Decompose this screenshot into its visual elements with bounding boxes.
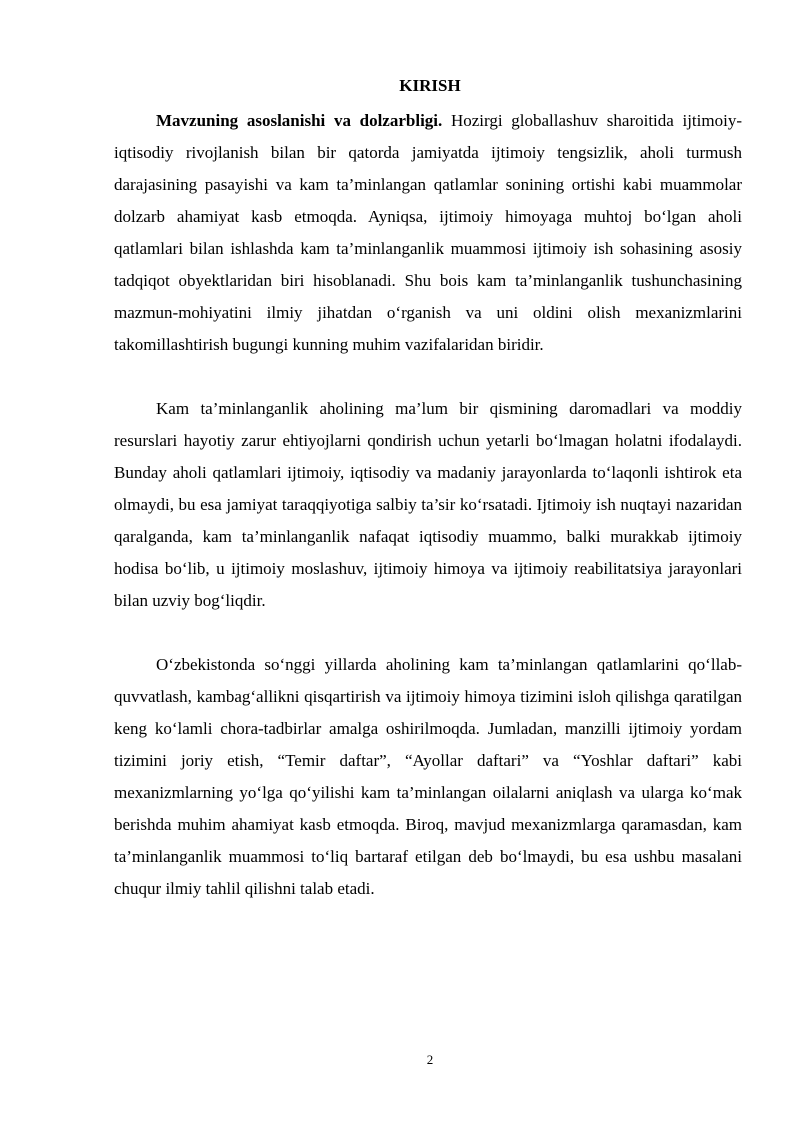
body-text	[114, 105, 742, 905]
paragraph-definition	[114, 393, 742, 617]
page-number: 2	[426, 1052, 434, 1067]
paragraph-relevance	[114, 105, 742, 361]
paragraph-uzbekistan	[114, 649, 742, 905]
paragraph-text: O‘zbekistonda so‘nggi yillarda aholining kam ta’minlangan qatlamlarini qo‘llab-quvvatlash, kambag‘allikni qisqartirish va ijtimoiy himoya tizimini isloh qilishga qaratilgan keng ko‘lamli chora-tadbirlar amalga oshirilmoqda. Jumladan, manzilli ijtimoiy yordam tizimini joriy etish, “Temir daftar”, “Ayollar daftari” va “Yoshlar daftari” kabi mexanizmlarning yo‘lga qo‘yilishi kam ta’minlangan oilalarni aniqlash va ularga ko‘mak berishda muhim ahamiyat kasb etmoqda. Biroq, mavjud mexanizmlarga qaramasdan, kam ta’minlanganlik muammosi to‘liq bartaraf etilgan deb bo‘lmaydi, bu esa ushbu masalani chuqur ilmiy tahlil qilishni talab etadi.	[114, 655, 742, 898]
paragraph-text: Hozirgi globallashuv sharoitida ijtimoiy-iqtisodiy rivojlanish bilan bir qatorda jamiyatda ijtimoiy tengsizlik, aholi turmush darajasining pasayishi va kam ta’minlangan qatlamlar sonining ortishi kabi muammolar dolzarb ahamiyat kasb etmoqda. Ayniqsa, ijtimoiy himoyaga muhtoj bo‘lgan aholi qatlamlari bilan ishlashda kam ta’minlanganlik muammosi ijtimoiy ish sohasining asosiy tadqiqot obyektlaridan biri hisoblanadi. Shu bois kam ta’minlanganlik tushunchasining mazmun-mohiyatini ilmiy jihatdan o‘rganish va uni oldini olish mexanizmlarini takomillashtirish bugungi kunning muhim vazifalaridan biridir.	[114, 111, 742, 354]
paragraph-text: Kam ta’minlanganlik aholining ma’lum bir qismining daromadlari va moddiy resurslari hayotiy zarur ehtiyojlarni qondirish uchun yetarli bo‘lmagan holatni ifodalaydi. Bunday aholi qatlamlari ijtimoiy, iqtisodiy va madaniy jarayonlarda to‘laqonli ishtirok eta olmaydi, bu esa jamiyat taraqqiyotiga salbiy ta’sir ko‘rsatadi. Ijtimoiy ish nuqtayi nazaridan qaralganda, kam ta’minlanganlik nafaqat iqtisodiy muammo, balki murakkab ijtimoiy hodisa bo‘lib, u ijtimoiy moslashuv, ijtimoiy himoya va ijtimoiy reabilitatsiya jarayonlari bilan uzviy bog‘liqdir.	[114, 399, 742, 610]
paragraph-lead: Mavzuning asoslanishi va dolzarbligi.	[156, 111, 443, 130]
section-title: KIRISH	[399, 76, 461, 95]
